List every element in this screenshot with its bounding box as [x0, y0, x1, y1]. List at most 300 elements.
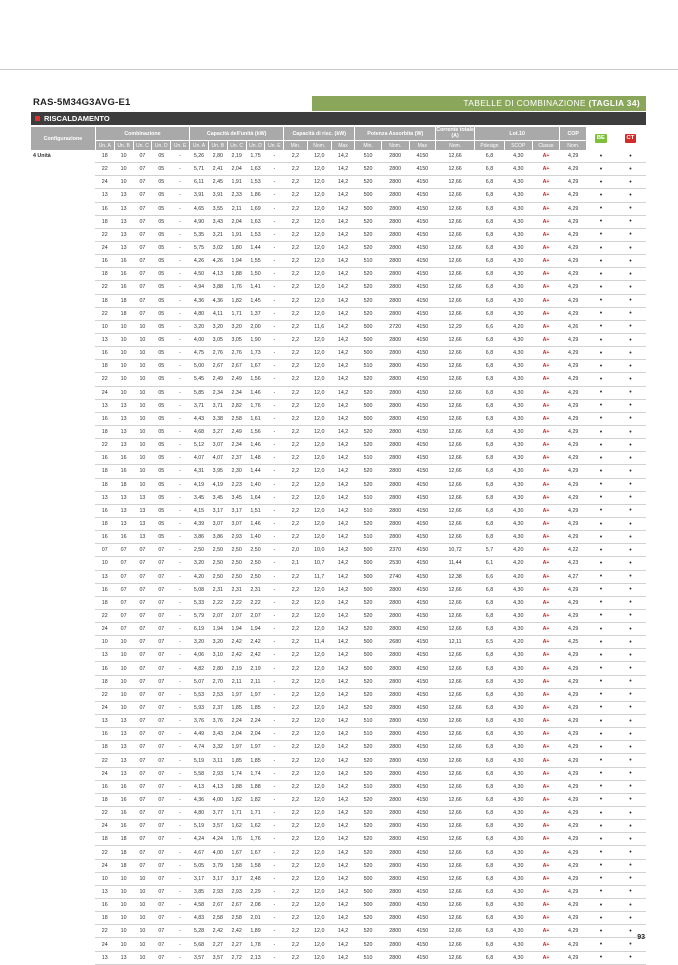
table-cell: 05 — [152, 268, 171, 281]
table-cell: 2800 — [381, 728, 409, 741]
table-cell: 4,07 — [208, 452, 227, 465]
table-row — [31, 268, 646, 281]
table-cell: 4150 — [409, 189, 436, 202]
availability-dot: • — [587, 715, 616, 728]
table-cell: 12,0 — [307, 807, 331, 820]
availability-dot: • — [587, 412, 616, 425]
table-cell: 2800 — [381, 241, 409, 254]
availability-dot: • — [587, 912, 616, 925]
table-cell: 520 — [355, 176, 382, 189]
table-cell: 12,66 — [436, 478, 475, 491]
energy-class-cell: A+ — [532, 885, 560, 898]
table-cell: 14,2 — [331, 899, 354, 912]
table-cell: 4,30 — [504, 583, 532, 596]
table-cell: 6,8 — [475, 373, 505, 386]
table-cell: 1,63 — [246, 215, 265, 228]
energy-class-cell: A+ — [532, 373, 560, 386]
subheader-cell: Un. B — [208, 141, 227, 151]
table-cell: 4150 — [409, 872, 436, 885]
table-cell: 10 — [114, 636, 133, 649]
table-cell: 14,2 — [331, 189, 354, 202]
table-cell: 2,2 — [284, 347, 307, 360]
table-cell: 520 — [355, 741, 382, 754]
table-cell: 12,0 — [307, 255, 331, 268]
table-cell: - — [171, 820, 190, 833]
table-cell: 1,85 — [246, 754, 265, 767]
table-cell: 4150 — [409, 636, 436, 649]
table-cell: 5,00 — [190, 360, 209, 373]
table-cell: 6,8 — [475, 294, 505, 307]
subheader-cell: Un. C — [227, 141, 246, 151]
table-cell: - — [265, 517, 284, 530]
config-cell — [31, 675, 95, 688]
table-cell: 05 — [152, 333, 171, 346]
table-cell: 12,0 — [307, 872, 331, 885]
table-cell: 18 — [95, 741, 114, 754]
table-cell: 1,97 — [227, 688, 246, 701]
table-cell: - — [171, 583, 190, 596]
table-cell: 4150 — [409, 439, 436, 452]
table-cell: 4,49 — [190, 728, 209, 741]
table-cell: 4,30 — [504, 189, 532, 202]
table-cell: - — [265, 215, 284, 228]
config-cell — [31, 517, 95, 530]
table-cell: - — [171, 163, 190, 176]
table-cell: - — [265, 228, 284, 241]
energy-class-cell: A+ — [532, 281, 560, 294]
table-cell: - — [171, 609, 190, 622]
table-cell: 4,29 — [560, 281, 587, 294]
table-cell: 4,80 — [190, 807, 209, 820]
table-row — [31, 570, 646, 583]
table-cell: 2800 — [381, 189, 409, 202]
table-cell: 1,40 — [246, 478, 265, 491]
table-cell: 5,19 — [190, 754, 209, 767]
availability-dot: • — [615, 281, 645, 294]
table-cell: 24 — [95, 386, 114, 399]
availability-dot: • — [615, 662, 645, 675]
table-cell: 3,43 — [208, 215, 227, 228]
table-cell: 07 — [114, 596, 133, 609]
table-cell: 12,0 — [307, 268, 331, 281]
table-cell: 500 — [355, 202, 382, 215]
table-cell: 4,29 — [560, 780, 587, 793]
table-cell: 1,67 — [246, 846, 265, 859]
table-cell: 3,17 — [190, 872, 209, 885]
table-cell: 4,29 — [560, 163, 587, 176]
table-cell: 2800 — [381, 163, 409, 176]
table-cell: 16 — [114, 255, 133, 268]
table-row — [31, 859, 646, 872]
table-cell: 07 — [133, 596, 152, 609]
table-cell: 4,29 — [560, 951, 587, 964]
table-cell: 4,30 — [504, 360, 532, 373]
availability-dot: • — [615, 517, 645, 530]
table-cell: 07 — [133, 228, 152, 241]
availability-dot: • — [615, 596, 645, 609]
table-cell: 14,2 — [331, 912, 354, 925]
table-cell: 500 — [355, 583, 382, 596]
table-cell: 12,66 — [436, 662, 475, 675]
ct-badge: CT — [626, 135, 635, 141]
table-cell: 2,48 — [246, 872, 265, 885]
config-cell — [31, 531, 95, 544]
table-body — [31, 150, 646, 964]
config-cell — [31, 333, 95, 346]
table-cell: 4,22 — [560, 544, 587, 557]
table-cell: 07 — [152, 728, 171, 741]
table-cell: 2,19 — [246, 662, 265, 675]
table-cell: 10 — [114, 872, 133, 885]
table-cell: 520 — [355, 767, 382, 780]
table-cell: 12,0 — [307, 793, 331, 806]
table-cell: 6,8 — [475, 189, 505, 202]
table-cell: - — [171, 491, 190, 504]
table-cell: 2,2 — [284, 793, 307, 806]
table-cell: 22 — [95, 228, 114, 241]
table-cell: 16 — [114, 820, 133, 833]
energy-class-cell: A+ — [532, 202, 560, 215]
availability-dot: • — [587, 228, 616, 241]
table-cell: 1,55 — [246, 255, 265, 268]
table-cell: 4,29 — [560, 688, 587, 701]
subheader-cell: Nom. — [381, 141, 409, 151]
table-cell: 12,0 — [307, 531, 331, 544]
table-cell: 14,2 — [331, 557, 354, 570]
table-cell: 4,19 — [208, 478, 227, 491]
table-row — [31, 623, 646, 636]
table-cell: 6,8 — [475, 688, 505, 701]
table-cell: 4,29 — [560, 623, 587, 636]
header-potenza: Potenza Assorbita (W) — [355, 127, 436, 141]
table-cell: 2,24 — [227, 715, 246, 728]
table-row — [31, 675, 646, 688]
energy-class-cell: A+ — [532, 662, 560, 675]
table-cell: 4,30 — [504, 675, 532, 688]
table-cell: 14,2 — [331, 544, 354, 557]
table-cell: 3,05 — [208, 333, 227, 346]
availability-dot: • — [615, 531, 645, 544]
table-cell: 6,8 — [475, 885, 505, 898]
table-cell: 14,2 — [331, 807, 354, 820]
table-cell: 4,29 — [560, 386, 587, 399]
availability-dot: • — [587, 202, 616, 215]
table-cell: 18 — [95, 268, 114, 281]
table-cell: 520 — [355, 623, 382, 636]
table-cell: 12,38 — [436, 570, 475, 583]
table-cell: 2800 — [381, 925, 409, 938]
table-cell: 07 — [133, 859, 152, 872]
config-cell — [31, 807, 95, 820]
table-cell: 4,29 — [560, 241, 587, 254]
availability-dot: • — [615, 307, 645, 320]
table-cell: - — [171, 439, 190, 452]
table-cell: 16 — [95, 899, 114, 912]
table-cell: 12,66 — [436, 767, 475, 780]
table-cell: - — [171, 833, 190, 846]
table-cell: 13 — [95, 491, 114, 504]
table-cell: 10 — [114, 176, 133, 189]
table-cell: 10 — [114, 347, 133, 360]
table-cell: - — [265, 741, 284, 754]
table-cell: 07 — [133, 294, 152, 307]
table-cell: 2,2 — [284, 688, 307, 701]
top-divider — [0, 69, 678, 70]
table-cell: 4,30 — [504, 491, 532, 504]
table-cell: 14,2 — [331, 649, 354, 662]
table-cell: 10 — [114, 333, 133, 346]
table-cell: 4150 — [409, 307, 436, 320]
table-cell: 12,66 — [436, 241, 475, 254]
table-cell: 4150 — [409, 150, 436, 163]
energy-class-cell: A+ — [532, 780, 560, 793]
table-cell: 4,30 — [504, 741, 532, 754]
table-row — [31, 899, 646, 912]
table-cell: 520 — [355, 268, 382, 281]
table-cell: 10 — [133, 399, 152, 412]
table-cell: - — [171, 754, 190, 767]
table-cell: 2,50 — [246, 544, 265, 557]
table-cell: 2,07 — [246, 609, 265, 622]
table-cell: 12,66 — [436, 531, 475, 544]
table-cell: 10 — [133, 347, 152, 360]
table-cell: 18 — [114, 478, 133, 491]
table-cell: 05 — [152, 281, 171, 294]
table-cell: 5,93 — [190, 701, 209, 714]
table-cell: 2800 — [381, 583, 409, 596]
table-cell: - — [171, 531, 190, 544]
table-cell: 6,8 — [475, 807, 505, 820]
table-cell: 1,78 — [246, 938, 265, 951]
table-cell: - — [265, 399, 284, 412]
table-cell: 13 — [114, 399, 133, 412]
table-cell: 12,66 — [436, 163, 475, 176]
table-cell: 05 — [152, 202, 171, 215]
table-cell: 3,17 — [227, 872, 246, 885]
table-cell: 18 — [95, 517, 114, 530]
energy-class-cell: A+ — [532, 320, 560, 333]
table-cell: - — [265, 912, 284, 925]
table-cell: 2,2 — [284, 807, 307, 820]
table-cell: 1,45 — [246, 294, 265, 307]
table-cell: 05 — [152, 320, 171, 333]
availability-dot: • — [615, 412, 645, 425]
table-cell: 14,2 — [331, 176, 354, 189]
table-cell: 07 — [133, 609, 152, 622]
table-cell: - — [265, 872, 284, 885]
table-cell: 4,74 — [190, 741, 209, 754]
config-cell — [31, 347, 95, 360]
table-cell: 4150 — [409, 491, 436, 504]
table-cell: 24 — [95, 176, 114, 189]
table-cell: 500 — [355, 872, 382, 885]
table-cell: 6,8 — [475, 767, 505, 780]
table-cell: 4150 — [409, 360, 436, 373]
availability-dot: • — [587, 189, 616, 202]
table-cell: 4,24 — [190, 833, 209, 846]
table-cell: 3,57 — [208, 820, 227, 833]
table-cell: 14,2 — [331, 675, 354, 688]
table-cell: 6,6 — [475, 570, 505, 583]
config-cell — [31, 412, 95, 425]
table-cell: 4150 — [409, 793, 436, 806]
table-cell: 10 — [114, 701, 133, 714]
table-cell: - — [265, 491, 284, 504]
table-cell: 16 — [95, 347, 114, 360]
table-cell: 4150 — [409, 347, 436, 360]
table-cell: 4,29 — [560, 859, 587, 872]
table-cell: 07 — [152, 899, 171, 912]
table-cell: 2,49 — [227, 373, 246, 386]
table-cell: 1,74 — [246, 767, 265, 780]
table-cell: 2,01 — [246, 912, 265, 925]
table-cell: 2,37 — [227, 452, 246, 465]
table-cell: 2800 — [381, 938, 409, 951]
table-cell: 12,0 — [307, 728, 331, 741]
table-cell: 14,2 — [331, 741, 354, 754]
table-cell: 4150 — [409, 333, 436, 346]
table-cell: 10 — [114, 899, 133, 912]
table-cell: 5,35 — [190, 228, 209, 241]
table-cell: 2,22 — [208, 596, 227, 609]
table-cell: - — [171, 701, 190, 714]
table-cell: 6,8 — [475, 793, 505, 806]
table-cell: 2370 — [381, 544, 409, 557]
table-cell: 6,8 — [475, 912, 505, 925]
table-cell: 2800 — [381, 150, 409, 163]
table-cell: 4,20 — [504, 570, 532, 583]
table-cell: 12,0 — [307, 439, 331, 452]
table-cell: 2,31 — [227, 583, 246, 596]
table-cell: 07 — [133, 728, 152, 741]
table-cell: - — [171, 241, 190, 254]
table-cell: 07 — [152, 741, 171, 754]
table-cell: 2,31 — [246, 583, 265, 596]
table-cell: 2,2 — [284, 320, 307, 333]
table-cell: 4,30 — [504, 425, 532, 438]
table-cell: 07 — [133, 623, 152, 636]
table-cell: 4,82 — [190, 662, 209, 675]
config-cell — [31, 780, 95, 793]
table-cell: 510 — [355, 255, 382, 268]
table-cell: 2,2 — [284, 925, 307, 938]
table-cell: 2,58 — [227, 912, 246, 925]
table-cell: 1,44 — [246, 241, 265, 254]
table-cell: 07 — [133, 846, 152, 859]
availability-dot: • — [615, 189, 645, 202]
table-cell: 22 — [95, 688, 114, 701]
table-cell: 2,72 — [227, 951, 246, 964]
table-cell: 520 — [355, 373, 382, 386]
table-cell: 05 — [152, 531, 171, 544]
table-cell: - — [171, 360, 190, 373]
table-cell: 07 — [133, 241, 152, 254]
table-cell: 12,0 — [307, 885, 331, 898]
table-cell: - — [171, 150, 190, 163]
table-cell: - — [171, 912, 190, 925]
table-cell: 6,8 — [475, 938, 505, 951]
table-row — [31, 347, 646, 360]
energy-class-cell: A+ — [532, 307, 560, 320]
availability-dot: • — [615, 386, 645, 399]
availability-dot: • — [587, 872, 616, 885]
table-cell: - — [265, 176, 284, 189]
table-cell: 520 — [355, 215, 382, 228]
table-cell: 500 — [355, 347, 382, 360]
table-row — [31, 163, 646, 176]
table-cell: 3,32 — [208, 741, 227, 754]
table-cell: 4150 — [409, 583, 436, 596]
table-cell: 10 — [114, 649, 133, 662]
table-row — [31, 688, 646, 701]
table-cell: 12,66 — [436, 899, 475, 912]
table-cell: 3,07 — [208, 439, 227, 452]
table-cell: 1,64 — [246, 491, 265, 504]
table-cell: 5,75 — [190, 241, 209, 254]
table-cell: 22 — [95, 163, 114, 176]
table-cell: 4,30 — [504, 150, 532, 163]
table-cell: 16 — [114, 780, 133, 793]
subheader-cell: Un. A — [95, 141, 114, 151]
table-cell: 2800 — [381, 360, 409, 373]
availability-dot: • — [587, 623, 616, 636]
table-cell: 13 — [114, 215, 133, 228]
table-cell: 2800 — [381, 425, 409, 438]
availability-dot: • — [587, 609, 616, 622]
table-cell: 5,08 — [190, 583, 209, 596]
table-cell: 4,36 — [190, 793, 209, 806]
table-cell: 07 — [133, 807, 152, 820]
table-cell: 05 — [152, 360, 171, 373]
table-cell: 16 — [114, 465, 133, 478]
table-cell: 4150 — [409, 517, 436, 530]
energy-class-cell: A+ — [532, 688, 560, 701]
availability-dot: • — [615, 465, 645, 478]
table-cell: 13 — [114, 767, 133, 780]
table-cell: 07 — [114, 609, 133, 622]
table-cell: 18 — [114, 846, 133, 859]
table-cell: 14,2 — [331, 215, 354, 228]
table-cell: 12,66 — [436, 189, 475, 202]
config-cell — [31, 202, 95, 215]
config-cell — [31, 859, 95, 872]
energy-class-cell: A+ — [532, 833, 560, 846]
table-cell: 4,11 — [208, 307, 227, 320]
table-cell: 12,0 — [307, 701, 331, 714]
table-cell: - — [171, 662, 190, 675]
table-cell: 2,07 — [208, 609, 227, 622]
table-cell: 6,8 — [475, 899, 505, 912]
table-cell: 2,50 — [246, 557, 265, 570]
table-cell: 4,26 — [560, 320, 587, 333]
table-cell: 24 — [95, 767, 114, 780]
table-cell: 1,94 — [227, 623, 246, 636]
table-cell: 4,31 — [190, 465, 209, 478]
table-cell: - — [265, 885, 284, 898]
table-cell: 500 — [355, 189, 382, 202]
availability-dot: • — [615, 807, 645, 820]
table-cell: 5,7 — [475, 544, 505, 557]
energy-class-cell: A+ — [532, 517, 560, 530]
table-cell: 6,8 — [475, 859, 505, 872]
table-cell: 07 — [152, 662, 171, 675]
energy-class-cell: A+ — [532, 399, 560, 412]
table-cell: 6,8 — [475, 675, 505, 688]
table-cell: 18 — [95, 596, 114, 609]
table-cell: 07 — [133, 636, 152, 649]
table-cell: - — [265, 478, 284, 491]
table-cell: 4150 — [409, 846, 436, 859]
